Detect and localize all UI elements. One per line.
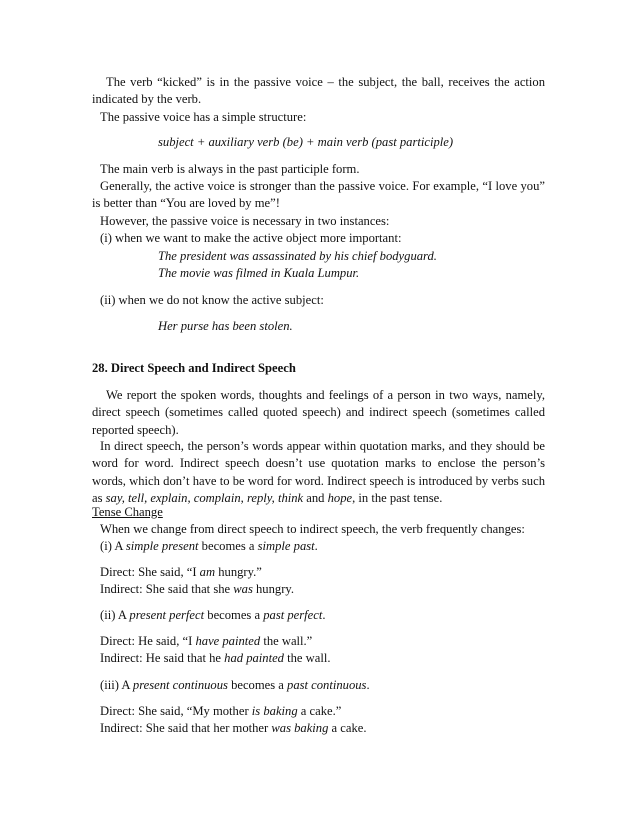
subheading-tense-change: Tense Change bbox=[92, 505, 163, 519]
paragraph-direct-speech bbox=[92, 438, 545, 508]
example-text: Direct: She said, “My mother bbox=[100, 704, 252, 718]
example-verb: was bbox=[233, 582, 253, 596]
rule-text: becomes a bbox=[227, 678, 288, 692]
paragraph-passive-example: The verb “kicked” is in the passive voice – the subject, the ball, receives the action indicated by the verb. bbox=[92, 75, 545, 107]
tense-from: present perfect bbox=[129, 608, 205, 622]
reporting-verbs: say, tell, explain, complain, reply, think bbox=[105, 491, 304, 506]
example-text: hungry. bbox=[252, 582, 295, 596]
paragraph-verb-changes: When we change from direct speech to indirect speech, the verb frequently changes: bbox=[100, 522, 525, 536]
tense-to: past continuous bbox=[287, 678, 367, 692]
rule-text: (ii) A bbox=[100, 608, 130, 622]
example-purse: Her purse has been stolen. bbox=[158, 319, 293, 333]
paragraph-past-participle: The main verb is always in the past participle form. bbox=[100, 162, 360, 176]
rule-three bbox=[100, 677, 370, 694]
paragraph-structure-intro: The passive voice has a simple structure: bbox=[100, 110, 307, 124]
example-verb: is baking bbox=[251, 704, 298, 718]
example-text: Indirect: He said that he bbox=[100, 651, 225, 665]
rule-one bbox=[100, 538, 318, 555]
example-verb: had painted bbox=[224, 651, 284, 665]
example-text: the wall. bbox=[283, 651, 331, 665]
and-text: and bbox=[303, 491, 328, 506]
indirect-example-two bbox=[100, 650, 331, 667]
tense-from: present continuous bbox=[132, 678, 228, 692]
rule-text: . bbox=[322, 608, 326, 622]
passive-formula: subject + auxiliary verb (be) + main verb (past participle) bbox=[158, 135, 454, 149]
example-text: a cake. bbox=[328, 721, 367, 735]
example-text: Indirect: She said that her mother bbox=[100, 721, 272, 735]
rule-text: (i) A bbox=[100, 539, 126, 553]
verb-hope: hope bbox=[327, 491, 353, 506]
example-president: The president was assassinated by his chief bodyguard. bbox=[158, 249, 437, 263]
past-tense-text: , in the past tense. bbox=[352, 491, 443, 506]
example-text: Indirect: She said that she bbox=[100, 582, 234, 596]
tense-to: simple past bbox=[257, 539, 315, 553]
instance-one: (i) when we want to make the active object more important: bbox=[100, 231, 402, 245]
instance-two: (ii) when we do not know the active subject: bbox=[100, 293, 324, 307]
example-text: hungry.” bbox=[215, 565, 262, 579]
direct-example-two bbox=[100, 633, 312, 650]
direct-example-one bbox=[100, 564, 262, 581]
paragraph-two-ways: We report the spoken words, thoughts and feelings of a person in two ways, namely, direct speech (sometimes called quoted speech) and indirect speech (sometimes called reported speech). bbox=[92, 388, 545, 437]
rule-text: (iii) A bbox=[100, 678, 133, 692]
rule-two bbox=[100, 607, 326, 624]
example-verb: was baking bbox=[271, 721, 329, 735]
paragraph-two-instances: However, the passive voice is necessary in two instances: bbox=[100, 214, 390, 228]
rule-text: . bbox=[314, 539, 318, 553]
example-verb: am bbox=[199, 565, 216, 579]
rule-text: becomes a bbox=[198, 539, 258, 553]
example-text: Direct: She said, “I bbox=[100, 565, 200, 579]
example-verb: have painted bbox=[195, 634, 261, 648]
tense-from: simple present bbox=[125, 539, 199, 553]
direct-speech-text: In direct speech, the person’s words appear within quotation marks, and they should be word for word. Indirect speech doesn’t use quotation marks to enclose the person’s words, which don’t have to be word for word. Indirect speech is introduced by verbs such as bbox=[92, 439, 545, 506]
example-text: Direct: He said, “I bbox=[100, 634, 196, 648]
direct-example-three bbox=[100, 703, 341, 720]
tense-to: past perfect bbox=[263, 608, 323, 622]
example-movie: The movie was filmed in Kuala Lumpur. bbox=[158, 266, 360, 280]
indirect-example-one bbox=[100, 581, 294, 598]
rule-text: . bbox=[366, 678, 370, 692]
example-text: a cake.” bbox=[297, 704, 342, 718]
section-heading: 28. Direct Speech and Indirect Speech bbox=[92, 361, 296, 375]
paragraph-active-stronger: Generally, the active voice is stronger than the passive voice. For example, “I love you” is better than “You are loved by me”! bbox=[92, 179, 545, 211]
indirect-example-three bbox=[100, 720, 367, 737]
rule-text: becomes a bbox=[204, 608, 264, 622]
example-text: the wall.” bbox=[260, 634, 313, 648]
